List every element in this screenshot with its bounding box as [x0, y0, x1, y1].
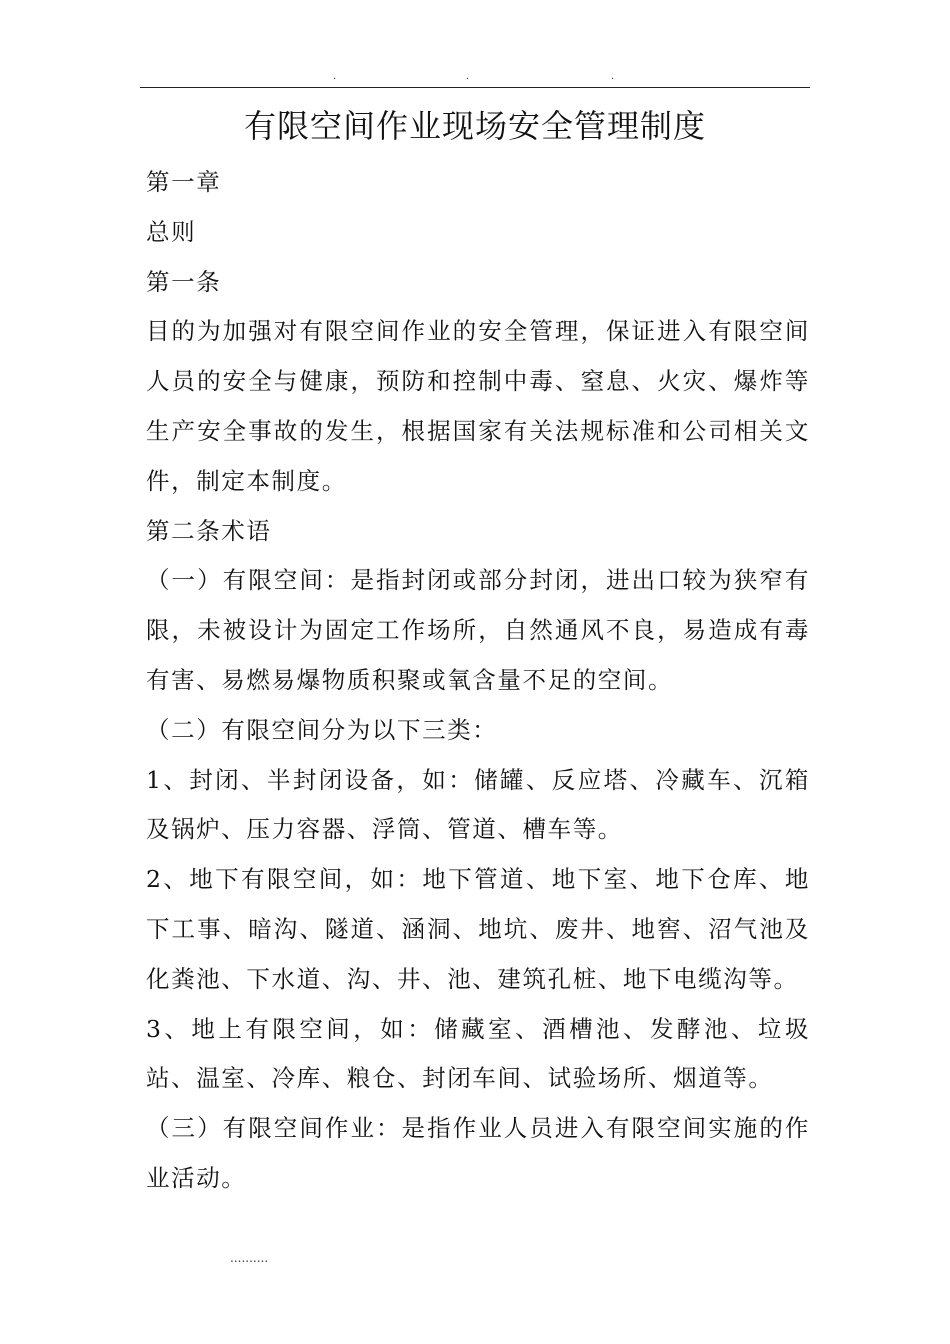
article-heading: 第一条	[146, 267, 222, 296]
document-title: 有限空间作业现场安全管理制度	[243, 107, 706, 145]
header-dot: .	[466, 71, 470, 82]
section-heading: 总则	[146, 217, 197, 246]
paragraph: （一）有限空间：是指封闭或部分封闭，进出口较为狭窄有限，未被设计为固定工作场所，自然通风不良，易造成有毒有害、易燃易爆物质积聚或氧含量不足的空间。	[146, 566, 810, 694]
chapter-heading: 第一章	[146, 168, 222, 196]
list-item: 1、封闭、半封闭设备，如：储罐、反应塔、冷藏车、沉箱及锅炉、压力容器、浮筒、管道、槽车等。	[146, 765, 810, 844]
list-item: 2、地下有限空间，如：地下管道、地下室、地下仓库、地下工事、暗沟、隧道、涵洞、地坑、废井、地窖、沼气池及化粪池、下水道、沟、井、池、建筑孔桩、地下电缆沟等。	[146, 865, 810, 993]
footer-dots: ..........	[230, 1251, 269, 1265]
document-body	[146, 158, 810, 1204]
list-item: 3、地上有限空间，如：储藏室、酒槽池、发酵池、垃圾站、温室、冷库、粮仓、封闭车间、试验场所、烟道等。	[146, 1014, 810, 1093]
header-dot: .	[611, 71, 615, 82]
paragraph: （二）有限空间分为以下三类：	[146, 715, 498, 744]
header-dot: .	[333, 71, 337, 82]
header-rule	[140, 87, 810, 88]
article-heading: 第二条术语	[146, 516, 272, 545]
paragraph: 目的为加强对有限空间作业的安全管理，保证进入有限空间人员的安全与健康，预防和控制中毒、窒息、火灾、爆炸等生产安全事故的发生，根据国家有关法规标准和公司相关文件，制定本制度。	[146, 317, 810, 495]
header-dots	[140, 70, 810, 84]
paragraph: （三）有限空间作业：是指作业人员进入有限空间实施的作业活动。	[146, 1114, 810, 1192]
